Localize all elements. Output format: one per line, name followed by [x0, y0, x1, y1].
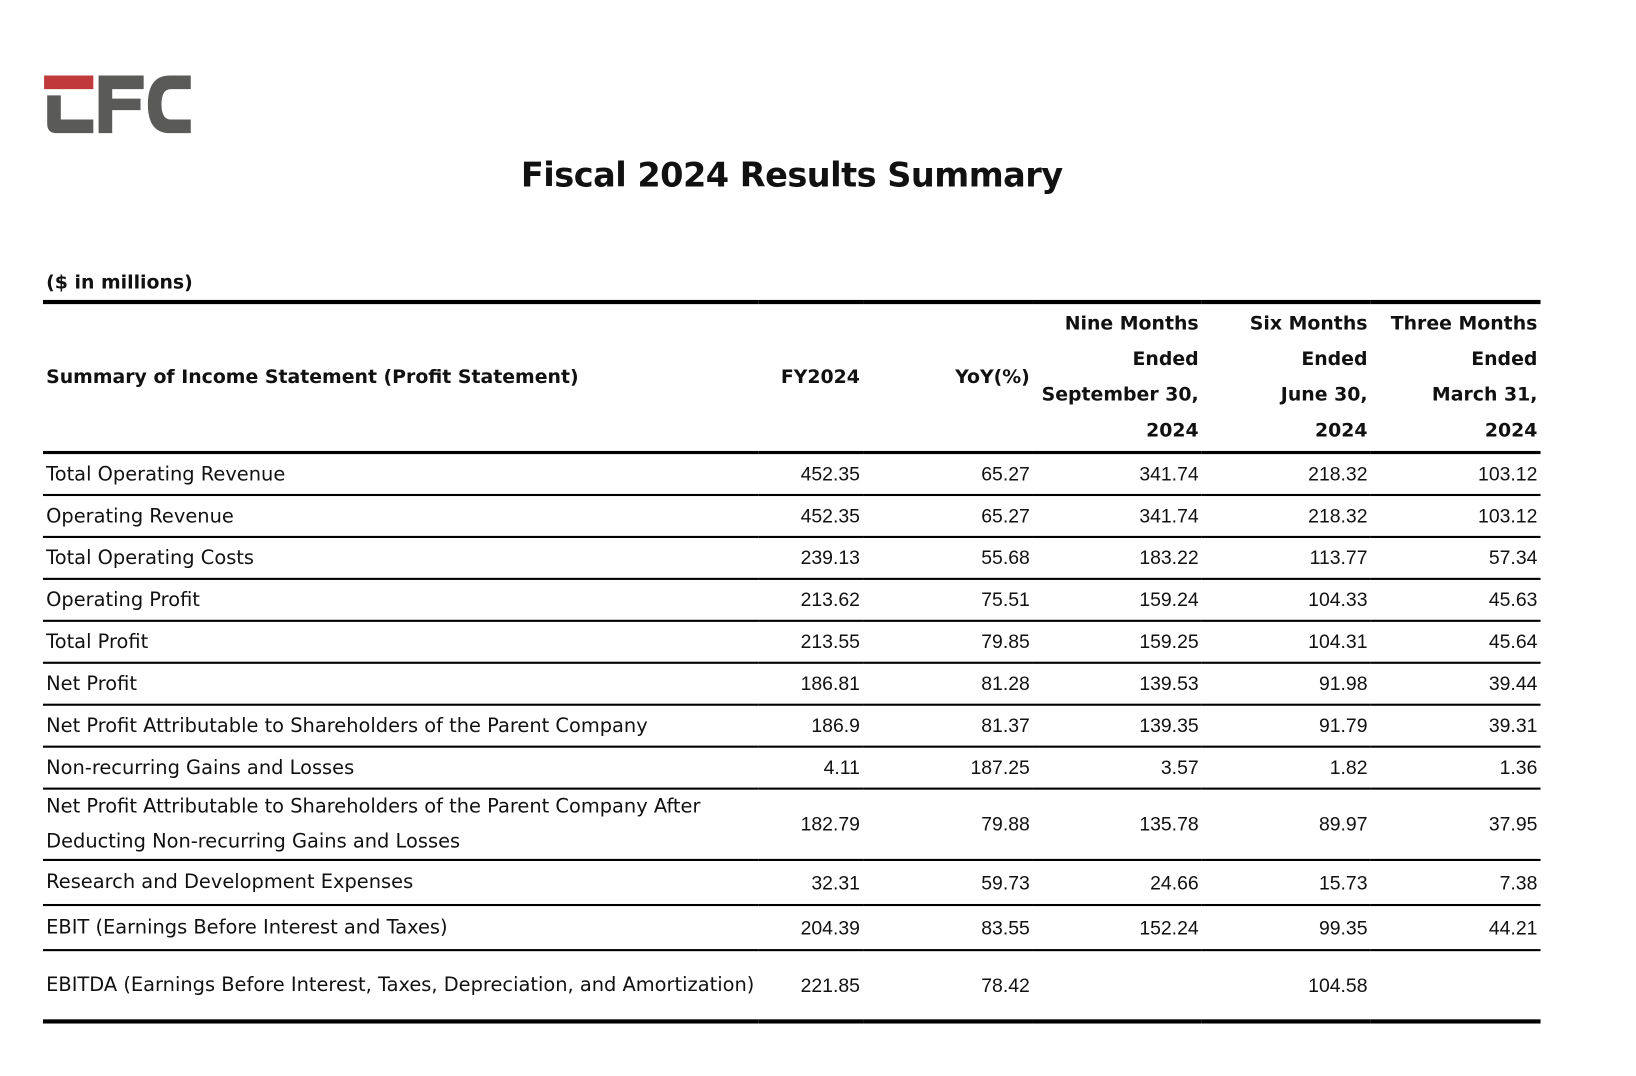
header-line: Three Months: [1390, 312, 1538, 335]
row-value: 187.25: [970, 756, 1030, 779]
header-label: Summary of Income Statement (Profit Statement): [46, 365, 579, 389]
row-label: Net Profit Attributable to Shareholders of the Parent Company: [46, 714, 648, 737]
row-value: 186.9: [811, 714, 860, 737]
row-value: 32.31: [811, 870, 860, 893]
table-row: [43, 621, 1541, 663]
row-value: 45.63: [1488, 588, 1538, 611]
row-value: 1.36: [1499, 756, 1538, 779]
units-note: ($ in millions): [46, 271, 193, 294]
row-label: Operating Profit: [46, 588, 200, 611]
row-value: 91.79: [1318, 714, 1368, 737]
row-value: 39.44: [1488, 672, 1538, 695]
row-value: 15.73: [1318, 870, 1368, 893]
row-label: Total Operating Revenue: [46, 463, 286, 486]
table-row: [43, 495, 1541, 537]
row-value: 218.32: [1308, 504, 1368, 527]
row-value: 65.27: [981, 462, 1030, 485]
row-value: 139.35: [1139, 714, 1199, 737]
row-value: 57.34: [1488, 546, 1538, 569]
row-value: 183.22: [1139, 546, 1199, 569]
row-value: [1033, 950, 1202, 1021]
header-line: Six Months: [1249, 312, 1368, 335]
row-label: Total Profit: [46, 630, 149, 653]
row-value: 1.82: [1329, 756, 1368, 779]
row-value: 152.24: [1139, 916, 1199, 939]
row-value: 79.88: [981, 812, 1030, 835]
row-value: 99.35: [1318, 916, 1368, 939]
header-line: March 31,: [1431, 383, 1538, 406]
row-value: 452.35: [800, 462, 860, 485]
table-row: [43, 453, 1541, 495]
row-label: Net Profit: [46, 672, 137, 695]
row-value: 213.55: [800, 630, 860, 653]
table-header-row: [43, 302, 1541, 452]
row-label: Non-recurring Gains and Losses: [46, 756, 355, 779]
header-nine-months: [1033, 302, 1202, 452]
row-value: 39.31: [1488, 714, 1538, 737]
row-value: 91.98: [1318, 672, 1368, 695]
row-value: 4.11: [823, 756, 860, 779]
row-value: 341.74: [1139, 462, 1199, 485]
header-fy2024: FY2024: [780, 365, 860, 389]
row-value: 159.25: [1139, 630, 1199, 653]
header-line: June 30,: [1280, 383, 1368, 406]
row-label: Total Operating Costs: [46, 546, 255, 569]
header-six-months: [1202, 302, 1371, 452]
header-line: 2024: [1314, 419, 1368, 442]
row-value: 37.95: [1488, 812, 1538, 835]
header-line: September 30,: [1041, 383, 1199, 406]
row-label: Net Profit Attributable to Shareholders of the Parent Company After Deducting Non-recurring Gains and Losses: [46, 795, 701, 853]
row-value: 186.81: [800, 672, 860, 695]
table-row: [43, 789, 1541, 860]
row-value: 83.55: [981, 916, 1030, 939]
page-title: Fiscal 2024 Results Summary: [520, 155, 1063, 196]
row-value: 341.74: [1139, 504, 1199, 527]
header-line: 2024: [1146, 419, 1199, 442]
table-row: [43, 950, 1541, 1021]
table-row: [43, 537, 1541, 579]
header-line: Ended: [1301, 348, 1368, 371]
row-value: 139.53: [1139, 672, 1199, 695]
row-value: 218.32: [1308, 462, 1368, 485]
row-value: 59.73: [981, 870, 1030, 893]
row-value: 65.27: [981, 504, 1030, 527]
table-row: [43, 579, 1541, 621]
company-logo: [44, 76, 191, 135]
table-row: [43, 860, 1541, 905]
row-label: Operating Revenue: [46, 504, 234, 527]
header-line: Nine Months: [1064, 312, 1199, 335]
row-value: 24.66: [1150, 870, 1199, 893]
row-value: 44.21: [1488, 916, 1538, 939]
header-yoy: YoY(%): [955, 365, 1030, 389]
row-value: 7.38: [1499, 870, 1538, 893]
row-value: 78.42: [981, 973, 1030, 996]
row-value: 75.51: [981, 588, 1030, 611]
row-value: 159.24: [1139, 588, 1199, 611]
table-row: [43, 663, 1541, 705]
row-value: 81.37: [981, 714, 1030, 737]
row-value: 104.31: [1308, 630, 1368, 653]
row-value: 113.77: [1309, 546, 1368, 569]
row-value: 452.35: [800, 504, 860, 527]
row-value: 45.64: [1488, 630, 1538, 653]
header-three-months: [1371, 302, 1541, 452]
table-row: [43, 705, 1541, 747]
row-value: 81.28: [981, 672, 1030, 695]
row-value: 79.85: [981, 630, 1030, 653]
row-value: 103.12: [1478, 504, 1538, 527]
row-value: 55.68: [981, 546, 1030, 569]
income-statement-table: [43, 300, 1541, 1024]
row-value: [1371, 950, 1541, 1021]
header-line: 2024: [1484, 419, 1538, 442]
table-row: [43, 747, 1541, 789]
row-value: 135.78: [1139, 812, 1199, 835]
table-row: [43, 905, 1541, 950]
row-label: Research and Development Expenses: [46, 871, 414, 894]
header-line: Ended: [1132, 348, 1199, 371]
row-label: EBIT (Earnings Before Interest and Taxes): [46, 916, 448, 939]
row-value: 103.12: [1478, 462, 1538, 485]
row-value: 221.85: [800, 973, 860, 996]
row-value: 104.33: [1308, 588, 1368, 611]
row-value: 89.97: [1318, 812, 1368, 835]
row-label: EBITDA (Earnings Before Interest, Taxes, Depreciation, and Amortization): [46, 974, 755, 997]
row-value: 204.39: [800, 916, 860, 939]
row-value: 104.58: [1308, 973, 1368, 996]
row-value: 239.13: [800, 546, 860, 569]
row-value: 182.79: [800, 812, 860, 835]
row-value: 3.57: [1160, 756, 1199, 779]
row-value: 213.62: [800, 588, 860, 611]
header-line: Ended: [1471, 348, 1538, 371]
